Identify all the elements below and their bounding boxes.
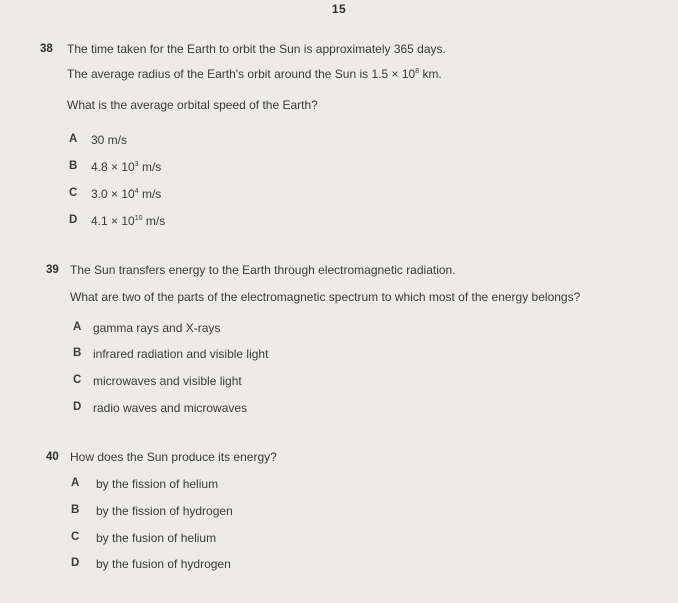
option-c[interactable]: by the fusion of helium [96, 531, 217, 545]
question-text-line-main: The average radius of the Earth's orbit around the Sun is 1.5 × 10 [67, 67, 416, 81]
option-value: 4.1 × 10 [91, 214, 135, 228]
option-letter: A [73, 321, 82, 333]
option-b[interactable] [91, 160, 161, 174]
question-text-line: The Sun transfers energy to the Earth through electromagnetic radiation. [70, 263, 456, 277]
option-value: 4.8 × 10 [91, 160, 135, 174]
exponent: 10 [134, 215, 143, 222]
unit: m/s [141, 160, 162, 174]
option-d[interactable] [91, 214, 165, 228]
option-a[interactable] [91, 133, 127, 147]
exponent: 4 [134, 188, 139, 195]
question-prompt: What are two of the parts of the electromagnetic spectrum to which most of the energy belongs? [70, 290, 581, 304]
option-a[interactable]: gamma rays and X-rays [93, 321, 221, 335]
question-number: 40 [46, 451, 59, 463]
option-b[interactable]: by the fission of hydrogen [96, 504, 233, 518]
option-letter: C [73, 374, 82, 386]
option-letter: D [69, 214, 78, 226]
unit: m/s [141, 187, 162, 201]
option-letter: A [71, 477, 80, 489]
option-letter: D [71, 557, 80, 569]
option-b[interactable]: infrared radiation and visible light [93, 347, 269, 361]
option-a[interactable]: by the fission of helium [96, 477, 219, 491]
question-prompt: How does the Sun produce its energy? [70, 450, 277, 464]
question-text-line [67, 67, 442, 81]
option-letter: C [69, 187, 78, 199]
question-number: 38 [40, 43, 53, 55]
unit: m/s [145, 214, 166, 228]
option-c[interactable] [91, 187, 161, 201]
option-d[interactable]: by the fusion of hydrogen [96, 557, 231, 571]
option-letter: B [71, 504, 80, 516]
option-letter: C [71, 531, 80, 543]
exponent: 8 [415, 68, 420, 75]
option-letter: D [73, 401, 82, 413]
option-c[interactable]: microwaves and visible light [93, 374, 242, 388]
question-text-line: The time taken for the Earth to orbit the Sun is approximately 365 days. [67, 42, 446, 56]
option-letter: B [73, 347, 82, 359]
page-number: 15 [331, 2, 347, 16]
unit: km. [422, 67, 442, 81]
exponent: 3 [134, 161, 139, 168]
option-letter: A [69, 133, 78, 145]
question-prompt: What is the average orbital speed of the Earth? [67, 98, 318, 112]
question-number: 39 [46, 264, 59, 276]
option-d[interactable]: radio waves and microwaves [93, 401, 248, 415]
option-letter: B [69, 160, 78, 172]
option-value: 3.0 × 10 [91, 187, 135, 201]
option-value: 30 m/s [91, 133, 128, 147]
